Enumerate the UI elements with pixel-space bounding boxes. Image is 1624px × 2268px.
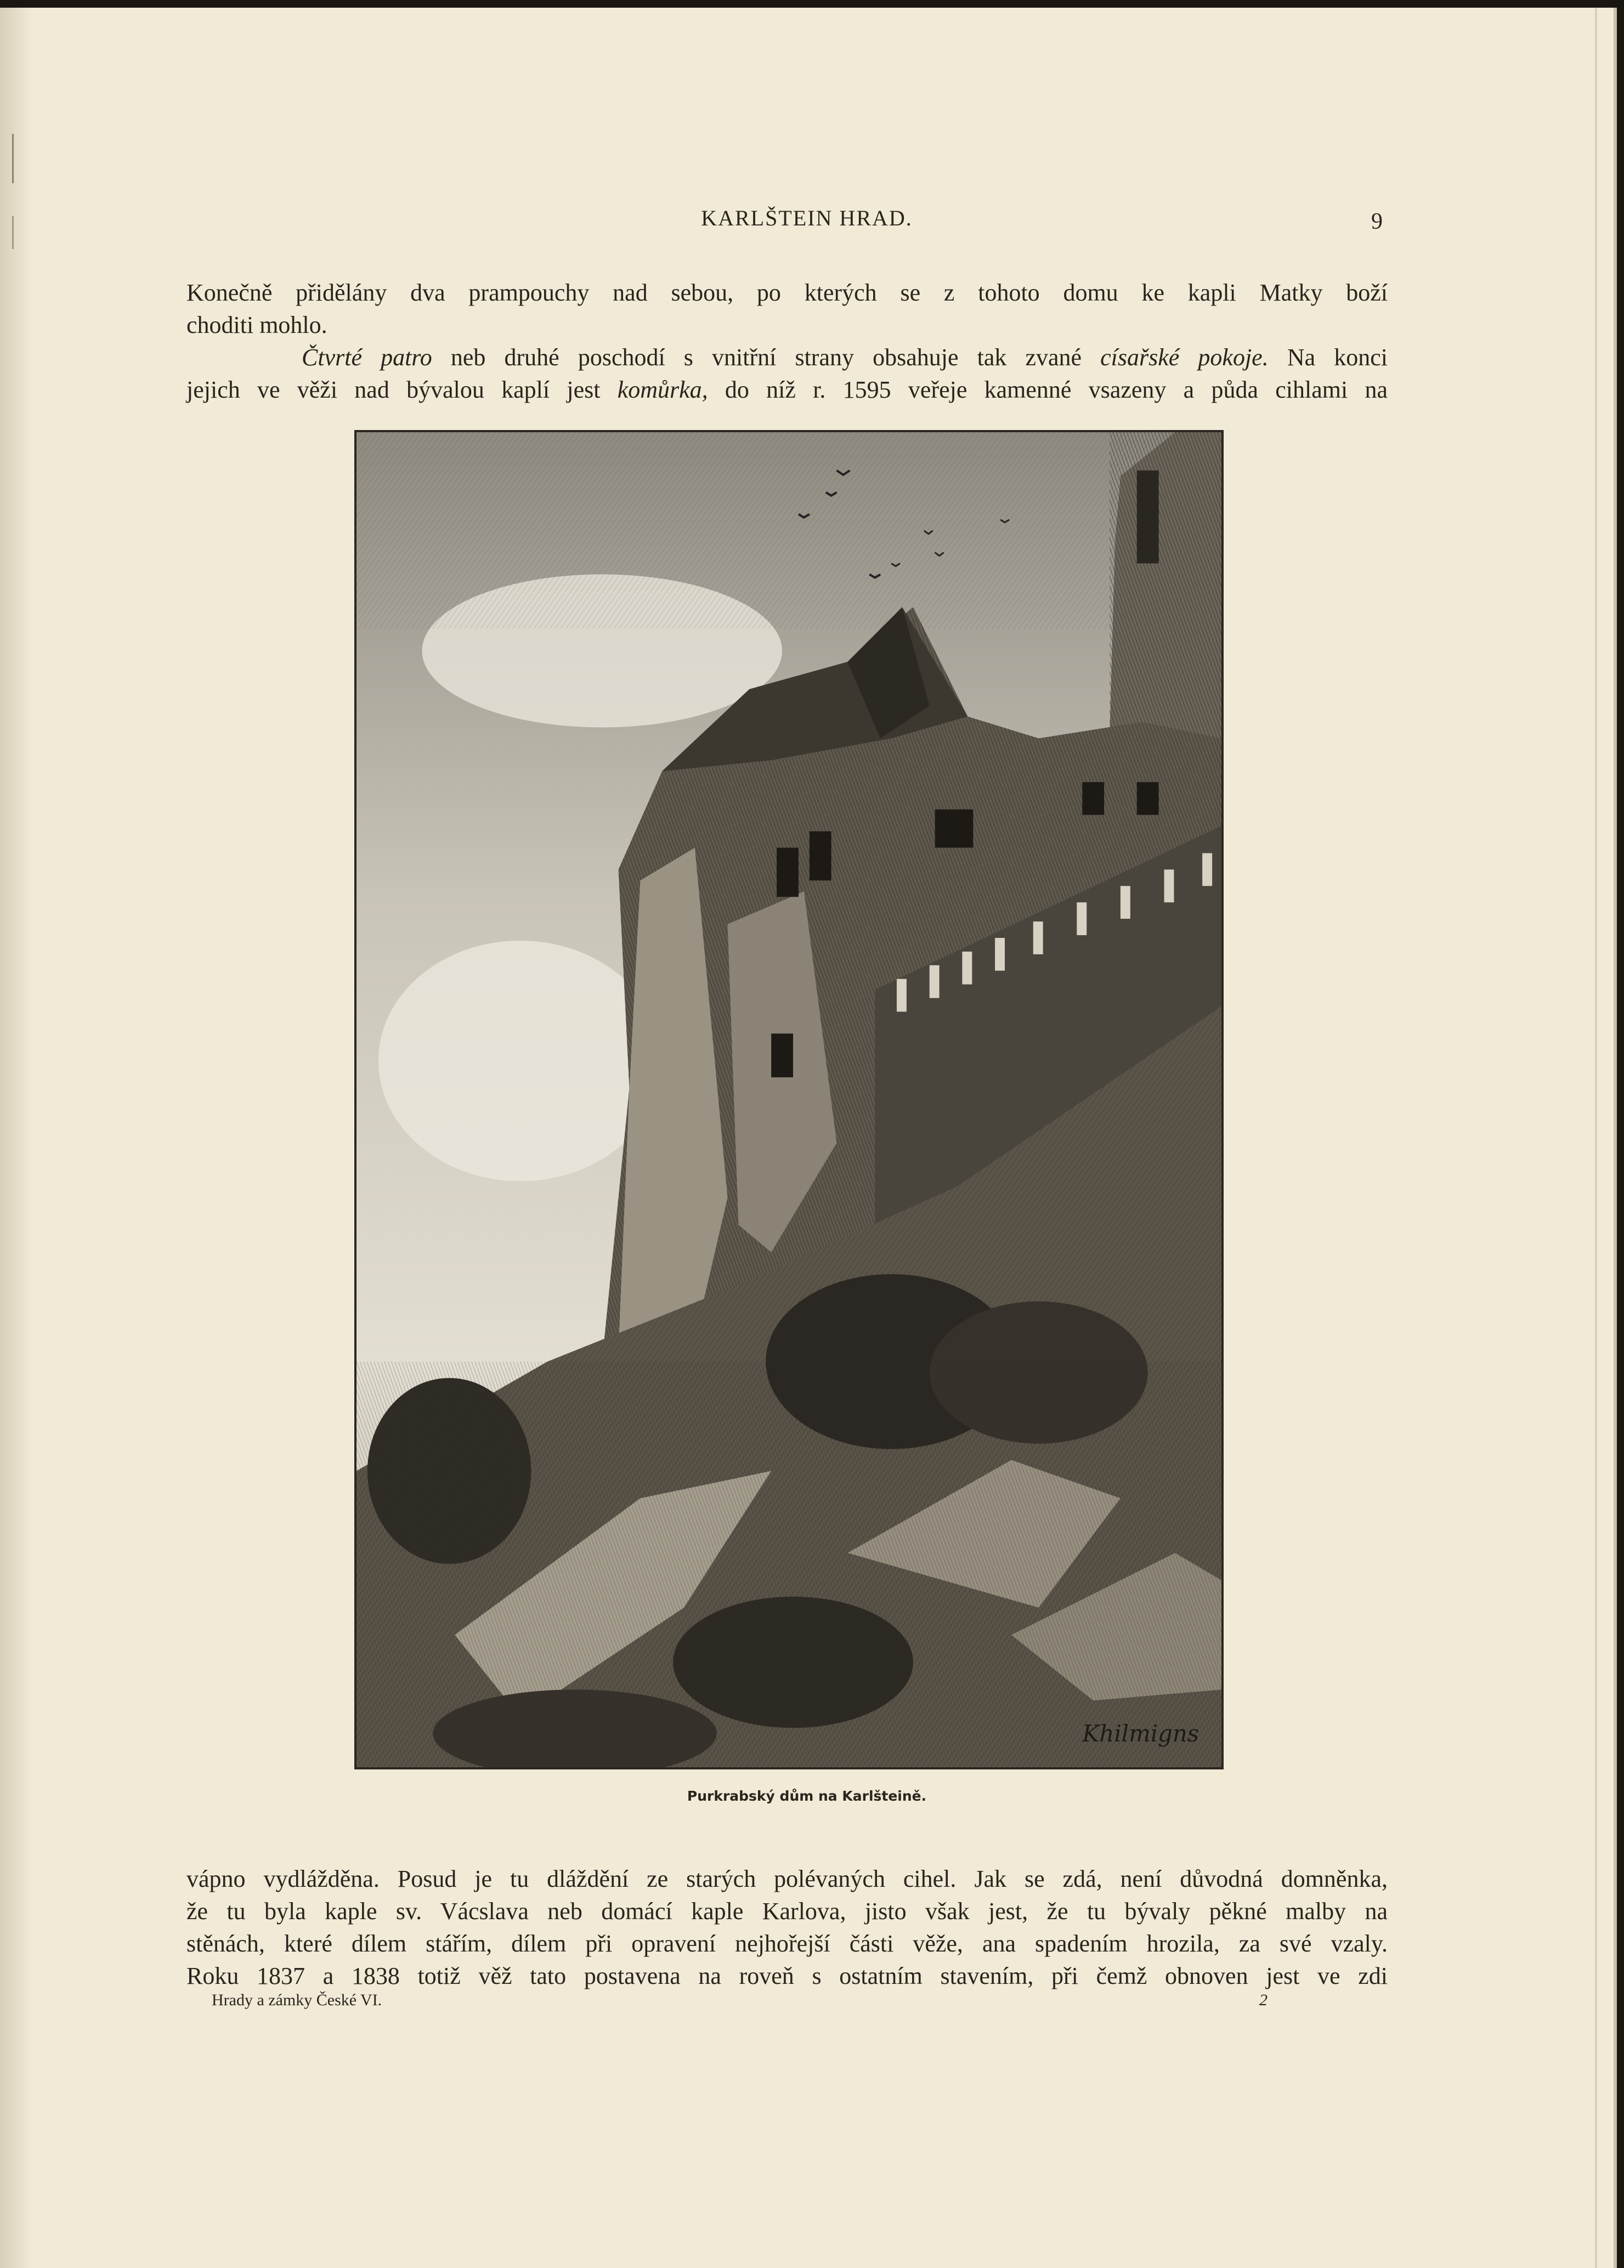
italic-term: komůrka, [617,376,708,403]
text-line: Roku 1837 a 1838 totiž věž tato postavena na roveň s ostatním stavením, při čemž obnoven jest ve zdi [186,1962,1388,1989]
italic-term: Čtvrté patro [302,344,432,371]
text-line: vápno vydlážděna. Posud je tu dláždění ze starých polévaných cihel. Jak se zdá, není důvodná domněnka, [186,1865,1388,1892]
paragraph-2 [186,341,1388,406]
text-line: stěnách, které dílem stářím, dílem při opravení nejhořejší části věže, ana spadením hrozila, za své vzaly. [186,1930,1388,1957]
artist-signature: Khilmigns [1082,1720,1199,1747]
text-line: Konečně přidělány dva prampouchy nad sebou, po kterých se z tohoto domu ke kapli Matky boží [186,279,1388,306]
signature-mark-right: 2 [1259,1991,1267,2009]
figure-caption: Purkrabský dům na Karlšteině. [687,1788,927,1804]
text-line: jejich ve věži nad bývalou kaplí jest komůrka, do níž r. 1595 veřeje kamenné vsazeny a půda cihlami na [186,376,1388,403]
running-head: KARLŠTEIN HRAD. [701,206,913,230]
book-page [0,8,1617,2268]
binding-mark [12,134,14,183]
signature-mark-left: Hrady a zámky České VI. [212,1991,382,2009]
page-number: 9 [1371,209,1383,234]
paragraph-3 [186,1863,1388,1992]
castle-engraving [357,432,1221,1767]
italic-term: císařské pokoje. [1100,344,1269,371]
text-line: choditi mohlo. [186,312,327,338]
text-line: Čtvrté patro neb druhé poschodí s vnitřní strany obsahuje tak zvané císařské pokoje. Na konci [302,344,1388,371]
engraving-illustration [354,430,1224,1769]
gutter-shadow [0,8,33,2268]
text-line: že tu byla kaple sv. Vácslava neb domácí kaple Karlova, jisto však jest, že tu bývaly pěkné malby na [186,1898,1388,1925]
page-edge [1595,8,1597,2268]
paragraph-1 [186,276,1388,341]
